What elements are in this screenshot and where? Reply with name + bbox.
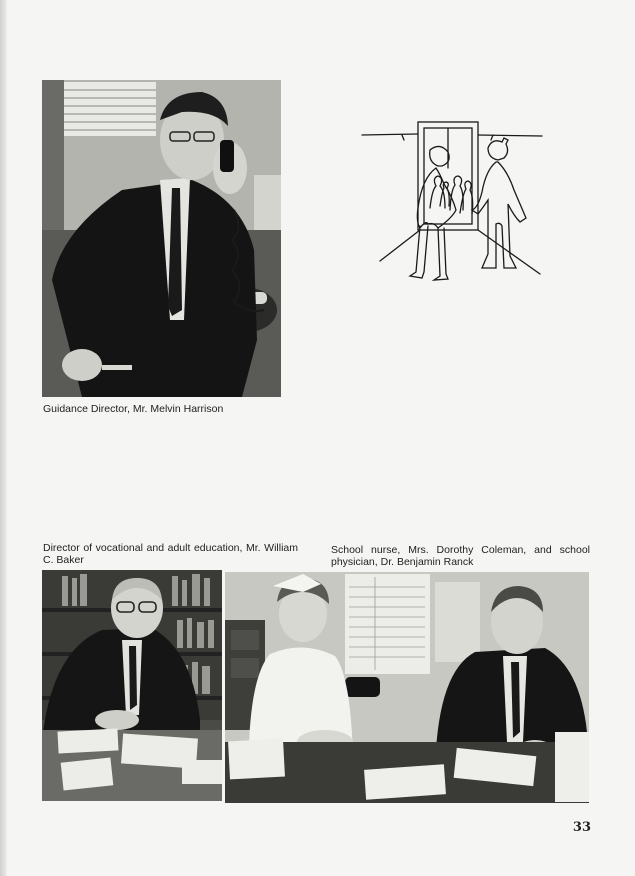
caption-nurse-physician: School nurse, Mrs. Dorothy Coleman, and school physician, Dr. Benjamin Ranck xyxy=(331,544,590,568)
binding-edge xyxy=(0,0,7,876)
photo-guidance-director xyxy=(42,80,281,397)
photo-vocational-director xyxy=(42,570,222,801)
photo-nurse-physician xyxy=(225,572,589,803)
doorway-illustration xyxy=(360,118,545,286)
caption-vocational-director: Director of vocational and adult education, Mr. William C. Baker xyxy=(43,542,298,566)
caption-guidance-director: Guidance Director, Mr. Melvin Harrison xyxy=(43,403,224,415)
page-number: 33 xyxy=(572,820,591,835)
